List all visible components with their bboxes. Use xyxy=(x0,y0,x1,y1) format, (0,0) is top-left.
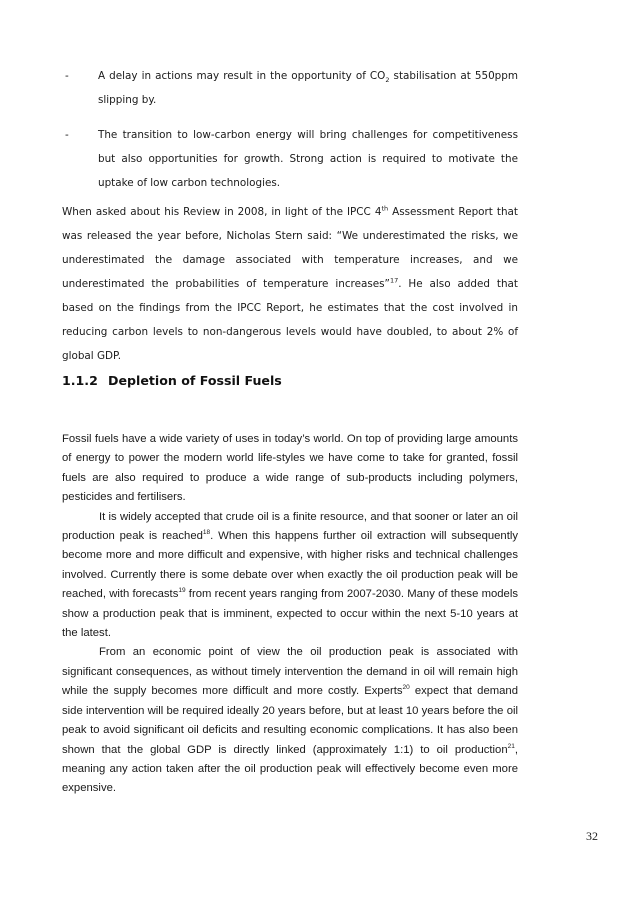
paragraph-text: , meaning any action taken after the oil production peak will effectively become even more expensive. xyxy=(62,743,518,795)
footnote-ref: 21 xyxy=(507,742,515,750)
section-heading xyxy=(62,371,282,391)
section-number: 1.1.2 xyxy=(62,373,98,388)
paragraph-text: It is widely accepted that crude oil is a finite resource, and that sooner or later an oil production peak is reached xyxy=(62,510,518,543)
bullet-text: The transition to low-carbon energy will bring challenges for competitiveness but also opportunities for growth. Strong action is required to motivate the uptake of low carbon technologies. xyxy=(98,129,518,189)
paragraph-text: from recent years ranging from 2007-2030. Many of these models show a production peak that is imminent, expected to occur within the next 5-10 years at the latest. xyxy=(62,588,518,640)
paragraph xyxy=(62,508,518,644)
paragraph-text: . When this happens further oil extraction will subsequently become more and more difficult and expensive, with higher risks and technical challenges involved. Currently there is some debate over when exactly the oil production peak will be reached, with forecasts xyxy=(62,530,519,601)
bullet-list xyxy=(62,64,518,206)
bullet-text: stabilisation at 550ppm slipping by. xyxy=(98,70,518,106)
superscript: th xyxy=(381,204,389,213)
paragraph-text: From an economic point of view the oil production peak is associated with significant consequences, as without timely intervention the demand in oil will remain high while the supply becomes more difficult and more costly. Experts xyxy=(62,646,518,698)
paragraph xyxy=(62,643,518,798)
paragraph-text: Fossil fuels have a wide variety of uses in today’s world. On top of providing large amounts of energy to power the modern world life-styles we have come to take for granted, fossil fuels are also required to produce a wide range of sub-products including polymers, pesticides and fertilisers. xyxy=(62,433,518,504)
section-body xyxy=(62,430,518,799)
footnote-ref: 19 xyxy=(178,587,186,595)
paragraph-text: . He also added that based on the findings from the IPCC Report, he estimates that the cost involved in reducing carbon levels to non-dangerous levels would have doubled, to about 2% of global GDP. xyxy=(62,278,518,362)
page-number: 32 xyxy=(586,829,598,843)
bullet-dash: - xyxy=(65,70,69,82)
bullet-dash: - xyxy=(65,129,69,141)
footnote-ref: 18 xyxy=(202,529,211,537)
paragraph-text: When asked about his Review in 2008, in light of the IPCC 4 xyxy=(62,206,382,218)
stern-quote-paragraph xyxy=(62,200,518,368)
paragraph xyxy=(62,430,518,508)
bullet-item xyxy=(62,64,518,112)
footnote-ref: 20 xyxy=(402,684,410,692)
bullet-item xyxy=(62,123,518,195)
section-title: Depletion of Fossil Fuels xyxy=(108,373,282,388)
paragraph-text: Assessment Report that was released the year before, Nicholas Stern said: “We underestimated the risks, we underestimated the damage associated with temperature increases, and we underestimated the probabilities of temperature increases” xyxy=(62,206,518,290)
bullet-text: A delay in actions may result in the opportunity of CO xyxy=(98,70,386,82)
subscript: 2 xyxy=(385,76,390,85)
paragraph-text: expect that demand side intervention will be required ideally 20 years before, but at least 10 years before the oil peak to avoid significant oil deficits and resulting economic complications. It has also been shown that the global GDP is directly linked (approximately 1:1) to oil production xyxy=(62,685,518,756)
footnote-ref: 17 xyxy=(389,276,399,285)
